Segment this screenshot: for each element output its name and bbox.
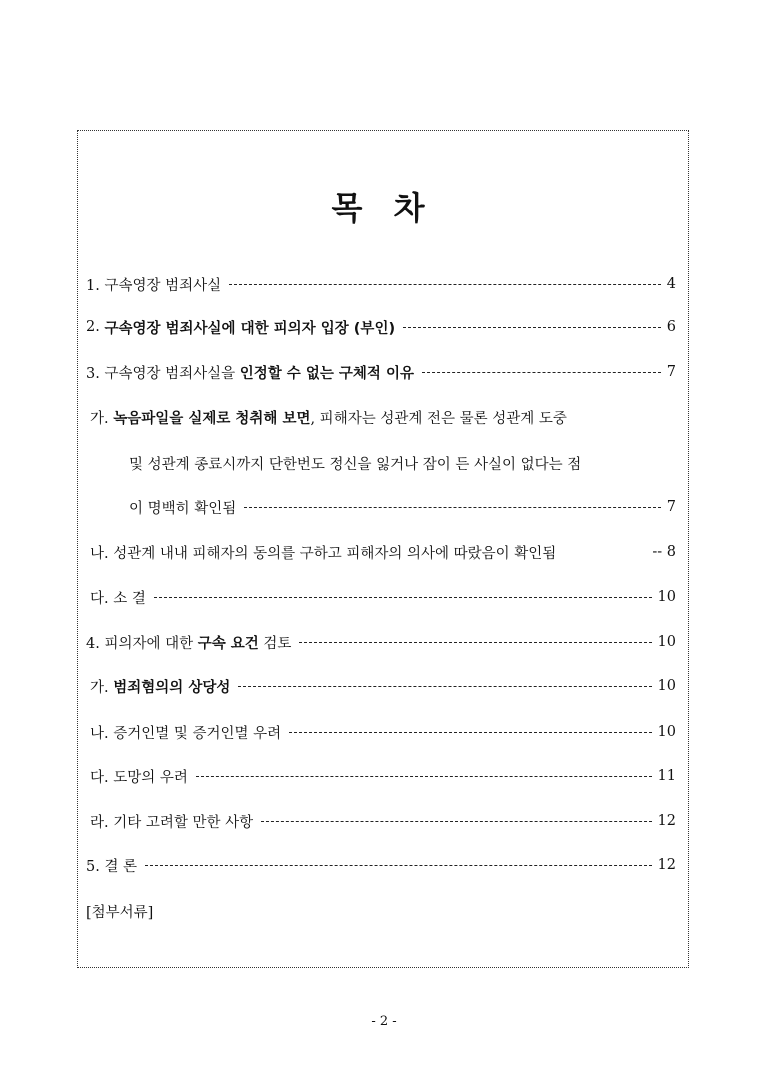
toc-entry-4d (90, 809, 676, 833)
dash-leader (261, 809, 651, 833)
toc-entry-label-bold: 구속영장 범죄사실에 대한 피의자 입장 (부인) (104, 320, 396, 337)
dash-leader (154, 585, 652, 609)
dash-leader: -- (652, 544, 663, 560)
toc-entry-4c (90, 764, 676, 788)
toc-entry-label-bold: 녹음파일을 실제로 청취해 보면 (113, 410, 311, 427)
dash-leader (403, 315, 661, 339)
toc-entry-label-bold: 범죄혐의의 상당성 (113, 679, 231, 696)
dash-leader (244, 495, 660, 519)
toc-entry-3a-line2 (129, 451, 676, 475)
attachments-text: [첨부서류] (86, 904, 154, 921)
dash-leader (289, 720, 651, 744)
toc-entry-3c (90, 585, 676, 609)
toc-entry-label: 3. 구속영장 범죄사실을 (86, 365, 240, 382)
toc-entry-label: 나. 증거인멸 및 증거인멸 우려 (90, 725, 282, 742)
page-number-footer: - 2 - (371, 1014, 397, 1029)
toc-page-number: 6 (666, 319, 676, 335)
dash-leader (238, 674, 651, 698)
toc-entry-4 (86, 630, 676, 654)
toc-entry-label: 다. 소 결 (90, 590, 146, 607)
toc-entry-label: 1. 구속영장 범죄사실 (86, 277, 222, 294)
toc-entry-label: 및 성관계 종료시까지 단한번도 정신을 잃거나 잠이 든 사실이 없다는 점 (129, 456, 582, 473)
toc-entry-3 (86, 360, 676, 384)
toc-page-number: 10 (657, 724, 676, 740)
toc-page-number: 10 (657, 634, 676, 650)
toc-entry-label-bold: 인정할 수 없는 구체적 이유 (239, 365, 415, 382)
toc-entry-label-bold: 구속 요건 (197, 635, 259, 652)
toc-page-number: 4 (666, 276, 676, 292)
attachments-label (86, 899, 676, 923)
toc-page-number: 12 (657, 813, 676, 829)
toc-frame (77, 130, 689, 968)
toc-entry-label: 다. 도망의 우려 (90, 769, 188, 786)
toc-entry-label: 이 명백히 확인됨 (129, 500, 237, 517)
dash-leader (196, 764, 652, 788)
toc-page-number: 7 (666, 499, 676, 515)
toc-entry-number: 가. (90, 679, 109, 696)
toc-entry-label: 나. 성관계 내내 피해자의 동의를 구하고 피해자의 의사에 따랐음이 확인됨 (90, 545, 557, 562)
toc-entry-number: 2. (86, 319, 100, 335)
toc-entry-number: 가. (90, 410, 109, 427)
dash-leader (299, 630, 651, 654)
toc-page-number: 11 (657, 768, 676, 784)
toc-entry-4a (90, 674, 676, 698)
toc-entry-label: 검토 (258, 635, 292, 652)
dash-leader (422, 360, 661, 384)
dash-leader (145, 853, 651, 877)
toc-entry-1 (86, 272, 676, 296)
toc-page-number: 12 (657, 857, 676, 873)
toc-entry-label: 라. 기타 고려할 만한 사항 (90, 814, 254, 831)
toc-entry-2 (86, 315, 676, 339)
dash-leader (229, 272, 661, 296)
toc-page-number: 10 (657, 589, 676, 605)
toc-entry-4b (90, 720, 676, 744)
toc-entry-3a-line3 (129, 495, 676, 519)
toc-entry-3b (90, 540, 676, 564)
toc-page-number: 10 (657, 678, 676, 694)
toc-entry-3a-line1 (90, 405, 676, 429)
toc-page-number: 7 (666, 364, 676, 380)
page-title: 목 차 (331, 189, 435, 227)
toc-page-number: 8 (666, 544, 676, 560)
toc-entry-label: , 피해자는 성관계 전은 물론 성관계 도중 (310, 410, 567, 427)
toc-entry-label: 4. 피의자에 대한 (86, 635, 198, 652)
toc-entry-label: 5. 결 론 (86, 858, 138, 875)
toc-entry-5 (86, 853, 676, 877)
